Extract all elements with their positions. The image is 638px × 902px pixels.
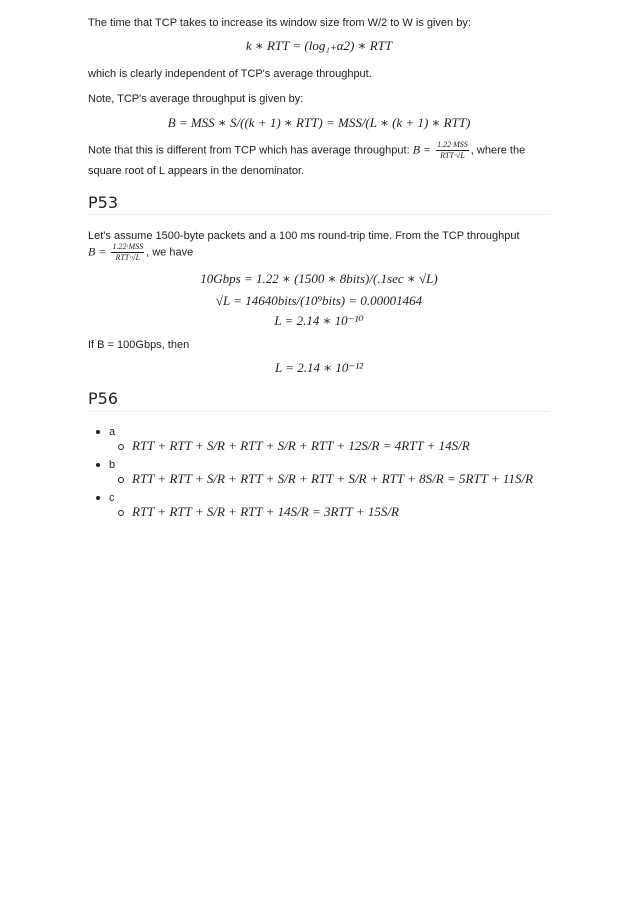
circle-bullet-icon xyxy=(118,477,124,483)
p53-equation-4: L = 2.14 ∗ 10⁻¹² xyxy=(274,360,363,375)
formula-b: RTT + RTT + S/R + RTT + S/R + RTT + S/R + RTT + 8S/R = 5RTT + 11S/R xyxy=(132,471,534,486)
intro-text-5: square root of L appears in the denominator. xyxy=(88,165,305,177)
p53-text-2-post: , we have xyxy=(146,246,194,259)
p53-equation-2: √L = 14640bits/(10⁹bits) = 0.00001464 xyxy=(215,293,423,308)
heading-p53-divider xyxy=(88,214,550,215)
intro-text-1: The time that TCP takes to increase its window size from W/2 to W is given by: xyxy=(88,17,471,29)
intro-text-4-pre: Note that this is different from TCP which has average throughput: xyxy=(88,144,413,157)
formula-a: RTT + RTT + S/R + RTT + S/R + RTT + 12S/R = 4RTT + 14S/R xyxy=(132,438,470,453)
list-item-label: a xyxy=(109,426,116,438)
intro-text-4-post: , where the xyxy=(470,144,526,157)
intro-equation-1: k ∗ RTT = (log₁₊α2) ∗ RTT xyxy=(245,38,393,53)
sublist-item-a xyxy=(118,438,470,454)
p53-fraction-denominator: RTT·√L xyxy=(115,253,141,262)
formula-c: RTT + RTT + S/R + RTT + 14S/R = 3RTT + 15S/R xyxy=(132,504,399,519)
list-item-label: c xyxy=(109,492,115,504)
p53-equation-1: 10Gbps = 1.22 ∗ (1500 ∗ 8bits)/(.1sec ∗ √L) xyxy=(200,271,438,286)
intro-text-4 xyxy=(88,140,558,161)
p53-fraction-numerator: 1.22·MSS xyxy=(112,242,144,251)
heading-p53: P53 xyxy=(88,193,119,212)
p53-inline-math-b: B = xyxy=(88,244,110,259)
intro-equation-2: B = MSS ∗ S/((k + 1) ∗ RTT) = MSS/(L ∗ (k + 1) ∗ RTT) xyxy=(167,115,471,130)
intro-text-3: Note, TCP's average throughput is given by: xyxy=(88,93,304,105)
bullet-dot-icon xyxy=(96,463,100,467)
bullet-dot-icon xyxy=(96,496,100,500)
list-item-b xyxy=(96,457,115,473)
circle-bullet-icon xyxy=(118,510,124,516)
circle-bullet-icon xyxy=(118,444,124,450)
list-item-c xyxy=(96,490,115,506)
fraction-numerator: 1.22·MSS xyxy=(437,140,468,149)
intro-text-2: which is clearly independent of TCP's average throughput. xyxy=(88,68,372,80)
fraction-denominator: RTT·√L xyxy=(440,151,465,160)
p53-equation-3: L = 2.14 ∗ 10⁻¹⁰ xyxy=(274,313,364,328)
p53-text-1: Let's assume 1500-byte packets and a 100 ms round-trip time. From the TCP throughput xyxy=(88,230,520,242)
heading-p56: P56 xyxy=(88,389,119,408)
intro-inline-math-b: B = xyxy=(412,142,435,157)
sublist-item-b xyxy=(118,471,533,487)
p53-text-2 xyxy=(88,242,558,263)
throughput-fraction xyxy=(436,140,469,161)
bullet-dot-icon xyxy=(96,430,100,434)
p53-text-3: If B = 100Gbps, then xyxy=(88,339,190,351)
list-item-a xyxy=(96,424,115,440)
p53-throughput-fraction xyxy=(111,242,144,263)
list-item-label: b xyxy=(109,459,116,471)
sublist-item-c xyxy=(118,504,399,520)
heading-p56-divider xyxy=(88,411,550,412)
